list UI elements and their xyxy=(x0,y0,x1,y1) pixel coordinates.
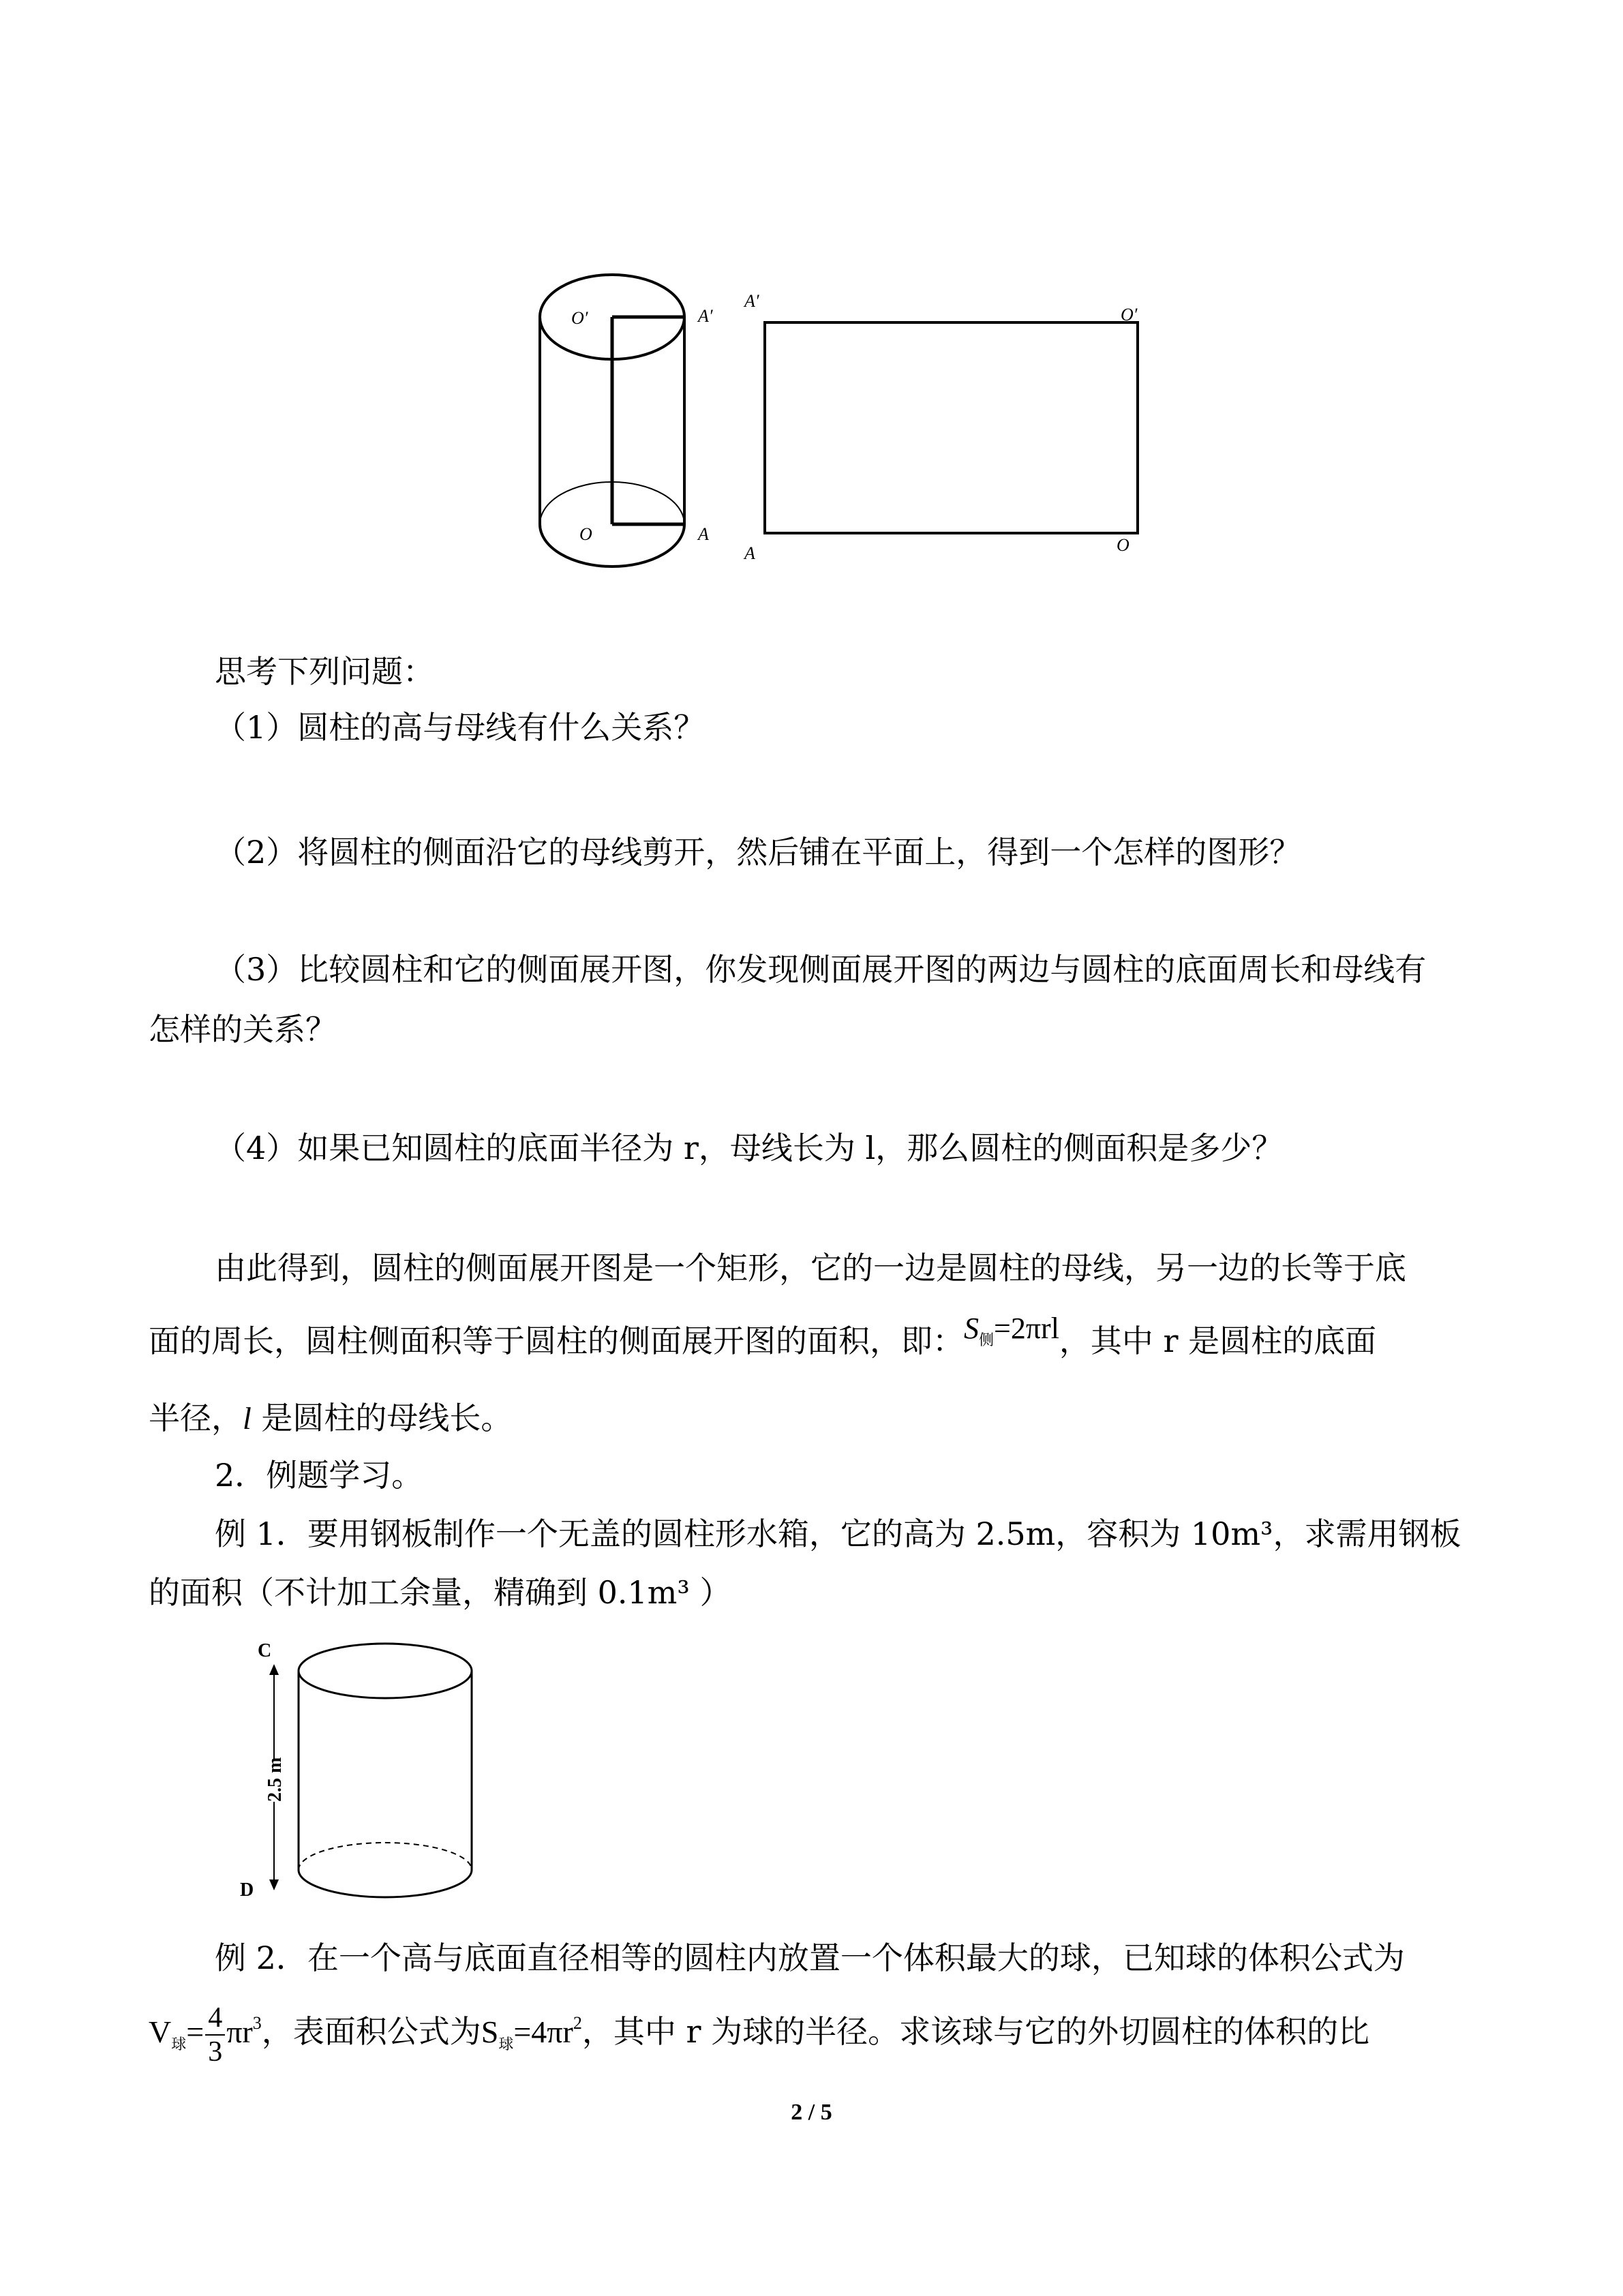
fraction-numerator: 4 xyxy=(205,2002,225,2036)
var-l: l xyxy=(243,1401,252,1436)
conclusion-line-3 xyxy=(149,1398,512,1439)
formula-rest: =2πrl xyxy=(994,1312,1059,1345)
formula-volume xyxy=(149,2002,262,2068)
label-rect-o-top: O′ xyxy=(1121,305,1138,324)
label-rect-a-bottom: A xyxy=(744,543,755,563)
formula-surface xyxy=(481,2013,582,2053)
section-2-heading: 2．例题学习。 xyxy=(215,1457,423,1494)
formula-v-sub: 球 xyxy=(171,2036,187,2053)
formula-eq: = xyxy=(186,2014,204,2049)
label-rect-a-top: A′ xyxy=(744,291,759,311)
label-a-top: A′ xyxy=(698,306,713,326)
conclusion-line-2 xyxy=(149,1312,1377,1368)
question-1: （1）圆柱的高与母线有什么关系？ xyxy=(215,709,706,746)
label-d: D xyxy=(240,1879,254,1901)
formula-4pir: =4πr xyxy=(513,2014,573,2049)
example-1-line-2: 的面积（不计加工余量，精确到 0.1m³ ） xyxy=(149,1574,731,1611)
formula-v: V xyxy=(149,2014,172,2049)
question-3-line-2: 怎样的关系？ xyxy=(149,1011,337,1048)
label-a-bottom: A xyxy=(698,524,709,544)
page-number: 2 / 5 xyxy=(791,2100,832,2125)
label-height: 2.5 m xyxy=(264,1757,286,1802)
cylinder-unfold-figure xyxy=(518,273,1186,586)
label-o-bottom: O xyxy=(579,524,592,544)
formula-exp-2: 2 xyxy=(573,2013,582,2033)
formula-s2: S xyxy=(481,2014,499,2049)
example-2-line-1: 例 2．在一个高与底面直径相等的圆柱内放置一个体积最大的球，已知球的体积公式为 xyxy=(215,1939,1405,1976)
question-3-line-1: （3）比较圆柱和它的侧面展开图，你发现侧面展开图的两边与圆柱的底面周长和母线有 xyxy=(215,951,1427,988)
fraction-4-3 xyxy=(205,2002,225,2068)
fraction-denominator: 3 xyxy=(208,2036,223,2068)
formula-s-sub: 侧 xyxy=(979,1332,995,1349)
formula-s2-sub: 球 xyxy=(498,2036,514,2053)
formula-s: S xyxy=(964,1312,979,1345)
example-2-line-2 xyxy=(149,1997,1369,2072)
label-o-top: O′ xyxy=(571,308,588,328)
conclusion-line-2-text: 面的周长，圆柱侧面积等于圆柱的侧面展开图的面积，即： xyxy=(149,1323,964,1359)
conclusion-line-2-tail: ，其中 r 是圆柱的底面 xyxy=(1059,1323,1377,1359)
formula-pir: πr xyxy=(226,2014,253,2049)
example-1-line-1: 例 1．要用钢板制作一个无盖的圆柱形水箱，它的高为 2.5m，容积为 10m³，求需用钢板 xyxy=(215,1515,1461,1552)
label-c: C xyxy=(258,1640,272,1661)
think-heading: 思考下列问题： xyxy=(215,653,434,690)
conclusion-line-1: 由此得到，圆柱的侧面展开图是一个矩形，它的一边是圆柱的母线，另一边的长等于底 xyxy=(215,1250,1406,1286)
example-2-tail: ，其中 r 为球的半径。求该球与它的外切圆柱的体积的比 xyxy=(581,2013,1370,2050)
example-2-mid: ，表面积公式为 xyxy=(261,2013,481,2050)
formula-lateral-area xyxy=(964,1312,1059,1349)
formula-exp-3: 3 xyxy=(252,2013,262,2033)
question-2: （2）将圆柱的侧面沿它的母线剪开，然后铺在平面上，得到一个怎样的图形？ xyxy=(215,834,1301,871)
conclusion-line-3-tail: 是圆柱的母线长。 xyxy=(251,1400,513,1436)
question-4: （4）如果已知圆柱的底面半径为 r，母线长为 l，那么圆柱的侧面积是多少？ xyxy=(215,1130,1284,1166)
water-tank-figure xyxy=(232,1633,491,1912)
conclusion-line-3-head: 半径， xyxy=(149,1400,243,1436)
label-rect-o-bottom: O xyxy=(1117,535,1129,555)
